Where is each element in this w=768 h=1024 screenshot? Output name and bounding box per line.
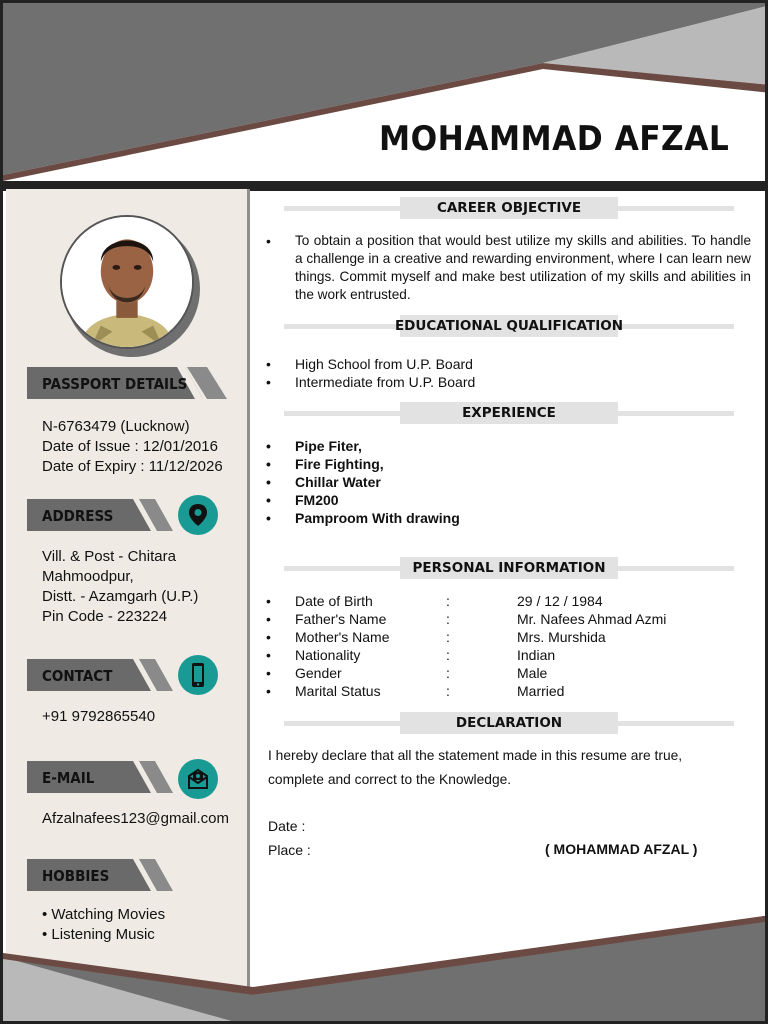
personal-info-row: • Marital Status : Married [266, 683, 565, 699]
email-header [27, 761, 177, 793]
personal-info-row: • Gender : Male [266, 665, 548, 681]
row-value: Indian [517, 647, 556, 663]
declaration-line: I hereby declare that all the statement made in this resume are true, [268, 748, 683, 763]
row-value: Married [517, 683, 565, 699]
person-photo-icon [62, 217, 192, 347]
hobbies-title: HOBBIES [42, 867, 110, 885]
declaration-text [268, 744, 738, 792]
experience-item: • Pamproom With drawing [266, 510, 460, 526]
address-line: Distt. - Azamgarh (U.P.) [42, 588, 199, 605]
email-address[interactable]: Afzalnafees123@gmail.com [42, 810, 229, 827]
career-objective-header [284, 197, 734, 219]
education-title: EDUCATIONAL QUALIFICATION [394, 318, 624, 334]
contact-title: CONTACT [42, 667, 113, 685]
row-label: Gender [295, 665, 342, 681]
row-separator: : [446, 683, 450, 699]
phone-icon [178, 655, 218, 695]
career-objective-title: CAREER OBJECTIVE [436, 200, 582, 216]
personal-info-row: • Nationality : Indian [266, 647, 556, 663]
row-value: 29 / 12 / 1984 [517, 593, 603, 609]
address-lines [42, 547, 198, 627]
declaration-line: complete and correct to the Knowledge. [268, 772, 512, 787]
passport-issue-date: Date of Issue : 12/01/2016 [42, 438, 218, 455]
declaration-header [284, 712, 734, 734]
passport-number: N-6763479 (Lucknow) [42, 418, 190, 435]
personal-info-row: • Mother's Name : Mrs. Murshida [266, 629, 606, 645]
experience-title: EXPERIENCE [462, 405, 556, 421]
passport-details-title: PASSPORT DETAILS [42, 375, 188, 393]
signature-name: ( MOHAMMAD AFZAL ) [545, 841, 698, 857]
row-label: Date of Birth [295, 593, 373, 609]
row-separator: : [446, 647, 450, 663]
contact-header [27, 659, 177, 691]
header-background [3, 3, 768, 203]
hobbies-header [27, 859, 177, 891]
experience-item-text: Pamproom With drawing [295, 510, 460, 526]
education-item: • High School from U.P. Board [266, 356, 473, 372]
profile-photo [60, 215, 198, 353]
career-objective-text: To obtain a position that would best utilize my skills and abilities. To handle a challenge in a creative and rewarding environment, where I can learn new things. Commit myself and make best utilization of my skills and abilities in the work entrusted. [295, 233, 751, 302]
experience-item: • Fire Fighting, [266, 456, 384, 472]
sidebar [6, 189, 250, 989]
email-title: E-MAIL [42, 769, 95, 787]
footer-background [3, 915, 768, 1024]
row-label: Father's Name [295, 611, 387, 627]
personal-info-row: • Date of Birth : 29 / 12 / 1984 [266, 593, 603, 609]
place-label: Place : [268, 842, 311, 858]
education-item-text: High School from U.P. Board [295, 356, 473, 372]
personal-info-header [284, 557, 734, 579]
passport-details-header [27, 367, 231, 399]
row-separator: : [446, 611, 450, 627]
row-value: Mrs. Murshida [517, 629, 606, 645]
bullet: • [266, 233, 271, 249]
envelope-icon [178, 759, 218, 799]
experience-item-text: FM200 [295, 492, 339, 508]
address-title: ADDRESS [42, 507, 114, 525]
hobby-item: • Watching Movies [42, 906, 166, 923]
contact-phone: +91 9792865540 [42, 708, 156, 725]
row-separator: : [446, 665, 450, 681]
passport-expiry-date: Date of Expiry : 11/12/2026 [42, 458, 223, 475]
row-separator: : [446, 629, 450, 645]
experience-header [284, 402, 734, 424]
declaration-title: DECLARATION [455, 715, 563, 731]
passport-lines [42, 417, 223, 477]
experience-item-text: Fire Fighting, [295, 456, 384, 472]
education-header [284, 315, 734, 337]
education-item: • Intermediate from U.P. Board [266, 374, 476, 390]
location-pin-icon [178, 495, 218, 535]
education-item-text: Intermediate from U.P. Board [295, 374, 476, 390]
row-value: Mr. Nafees Ahmad Azmi [517, 611, 667, 627]
candidate-name: MOHAMMAD AFZAL [379, 119, 730, 159]
row-label: Marital Status [295, 683, 381, 699]
row-value: Male [517, 665, 548, 681]
experience-item-text: Chillar Water [295, 474, 381, 490]
experience-item: • Chillar Water [266, 474, 381, 490]
personal-info-title: PERSONAL INFORMATION [412, 560, 606, 576]
address-header [27, 499, 177, 531]
experience-item-text: Pipe Fiter, [295, 438, 362, 454]
hobby-item: • Listening Music [42, 926, 155, 943]
row-label: Mother's Name [295, 629, 390, 645]
address-line: Vill. & Post - Chitara [42, 548, 176, 565]
experience-item: • FM200 [266, 492, 339, 508]
row-separator: : [446, 593, 450, 609]
personal-info-row: • Father's Name : Mr. Nafees Ahmad Azmi [266, 611, 667, 627]
address-line: Pin Code - 223224 [42, 608, 168, 625]
experience-item: • Pipe Fiter, [266, 438, 362, 454]
address-line: Mahmoodpur, [42, 568, 134, 585]
row-label: Nationality [295, 647, 361, 663]
date-label: Date : [268, 818, 306, 834]
